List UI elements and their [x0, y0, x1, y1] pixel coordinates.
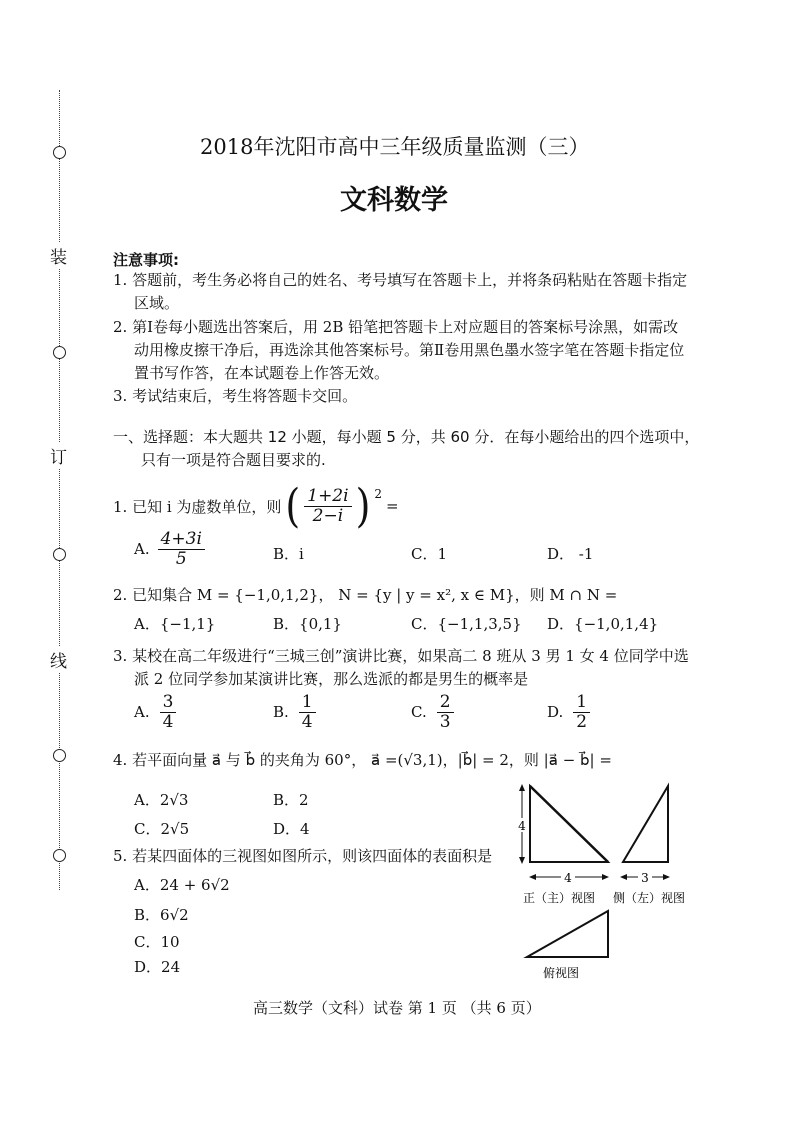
- q4-stem: 4. 若平面向量 a⃗ 与 b⃗ 的夹角为 60°， a⃗ =(√3,1)，|b⃗| = 2，则 |a⃗ − b⃗| =: [113, 751, 612, 769]
- q3-option-a[interactable]: A. $\frac{3}{4}$: [134, 693, 176, 731]
- arrow-left-icon: [620, 874, 627, 880]
- binding-char-xian: 线: [50, 647, 67, 672]
- q1-option-d[interactable]: D． -1: [547, 545, 594, 563]
- binding-char-ding: 订: [50, 443, 67, 468]
- notice-line: 1. 答题前，考生务必将自己的姓名、考号填写在答题卡上，并将条码粘贴在答题卡指定: [113, 271, 688, 289]
- exam-title: 2018年沈阳市高中三年级质量监测（三）: [200, 135, 590, 159]
- q4-option-b[interactable]: B．2: [273, 791, 309, 809]
- binding-char-zhuang: 装: [50, 243, 67, 268]
- q4-option-d[interactable]: D．4: [273, 820, 310, 838]
- q5-option-b[interactable]: B．6√2: [134, 906, 189, 924]
- q1-fraction: $\frac{1+2i}{2-i}$: [304, 487, 351, 525]
- three-view-figure: [505, 778, 710, 988]
- q3-stem-line2: 派 2 位同学参加某演讲比赛，那么选派的都是男生的概率是: [134, 670, 529, 688]
- q3-option-c[interactable]: C. $\frac{2}{3}$: [411, 693, 454, 731]
- section-heading: 一、选择题：本大题共 12 小题，每小题 5 分，共 60 分．在每小题给出的四个选项中，: [113, 428, 700, 446]
- q5-stem: 5. 若某四面体的三视图如图所示，则该四面体的表面积是: [113, 847, 493, 865]
- left-paren: (: [285, 479, 301, 533]
- front-width-label: 4: [564, 871, 572, 885]
- arrow-right-icon: [663, 874, 670, 880]
- right-paren: ): [355, 479, 371, 533]
- front-view-caption: 正（主）视图: [523, 891, 596, 905]
- q1-option-c[interactable]: C．1: [411, 545, 448, 563]
- q1-stem: [113, 479, 399, 533]
- q3-option-b[interactable]: B. $\frac{1}{4}$: [273, 693, 316, 731]
- q2-option-a[interactable]: A．{−1,1}: [134, 615, 216, 633]
- q2-option-b[interactable]: B．{0,1}: [273, 615, 342, 633]
- arrow-down-icon: [519, 857, 525, 864]
- q1-option-b[interactable]: B．i: [273, 545, 304, 563]
- notice-line: 3. 考试结束后，考生将答题卡交回。: [113, 387, 358, 405]
- q5-option-c[interactable]: C．10: [134, 933, 180, 951]
- binding-hole-icon: [53, 749, 66, 762]
- q2-option-c[interactable]: C．{−1,1,3,5}: [411, 615, 522, 633]
- q1-option-a-fraction: $\frac{4+3i}{5}$: [158, 530, 205, 568]
- q4-option-c[interactable]: C．2√5: [134, 820, 190, 838]
- q2-option-d[interactable]: D．{−1,0,1,4}: [547, 615, 659, 633]
- q3-stem: 3. 某校在高二年级进行“三城三创”演讲比赛，如果高二 8 班从 3 男 1 女 4 位同学中选: [113, 647, 689, 665]
- binding-line: [59, 90, 60, 890]
- binding-hole-icon: [53, 849, 66, 862]
- binding-hole-icon: [53, 346, 66, 359]
- q5-option-a[interactable]: A．24 + 6√2: [134, 876, 230, 894]
- section-heading-line2: 只有一项是符合题目要求的.: [141, 451, 326, 469]
- top-view-caption: 俯视图: [543, 966, 580, 980]
- notice-line: 2. 第Ⅰ卷每小题选出答案后，用 2B 铅笔把答题卡上对应题目的答案标号涂黑，如需改: [113, 318, 679, 336]
- notice-heading: 注意事项:: [113, 251, 179, 269]
- exam-subject: 文科数学: [340, 185, 448, 216]
- binding-hole-icon: [53, 146, 66, 159]
- q2-stem: 2. 已知集合 M = {−1,0,1,2}， N = {y | y = x², x ∈ M}，则 M ∩ N =: [113, 586, 618, 604]
- height-label: 4: [518, 819, 526, 833]
- top-view-triangle: [527, 911, 608, 957]
- arrow-left-icon: [529, 874, 536, 880]
- arrow-right-icon: [602, 874, 609, 880]
- q3-option-d[interactable]: D. $\frac{1}{2}$: [547, 693, 590, 731]
- side-view-triangle: [623, 786, 668, 862]
- binding-hole-icon: [53, 548, 66, 561]
- notice-line: 置书写作答，在本试题卷上作答无效。: [134, 364, 390, 382]
- notice-line: 动用橡皮擦干净后，再选涂其他答案标号。第Ⅱ卷用黑色墨水签字笔在答题卡指定位: [134, 341, 685, 359]
- page-footer: 高三数学（文科）试卷 第 1 页 （共 6 页）: [253, 999, 541, 1017]
- side-width-label: 3: [641, 871, 649, 885]
- q1-power: 2: [374, 487, 383, 502]
- q4-option-a[interactable]: A．2√3: [134, 791, 189, 809]
- q1-option-a[interactable]: A. $\frac{4+3i}{5}$: [134, 530, 205, 568]
- notice-line: 区域。: [134, 294, 180, 312]
- q5-option-d[interactable]: D．24: [134, 958, 181, 976]
- q1-equals: =: [386, 497, 399, 516]
- q1-stem-text: 1. 已知 i 为虚数单位，则: [113, 497, 282, 516]
- arrow-up-icon: [519, 784, 525, 791]
- side-view-caption: 侧（左）视图: [613, 891, 686, 905]
- front-view-hypotenuse: [530, 786, 608, 862]
